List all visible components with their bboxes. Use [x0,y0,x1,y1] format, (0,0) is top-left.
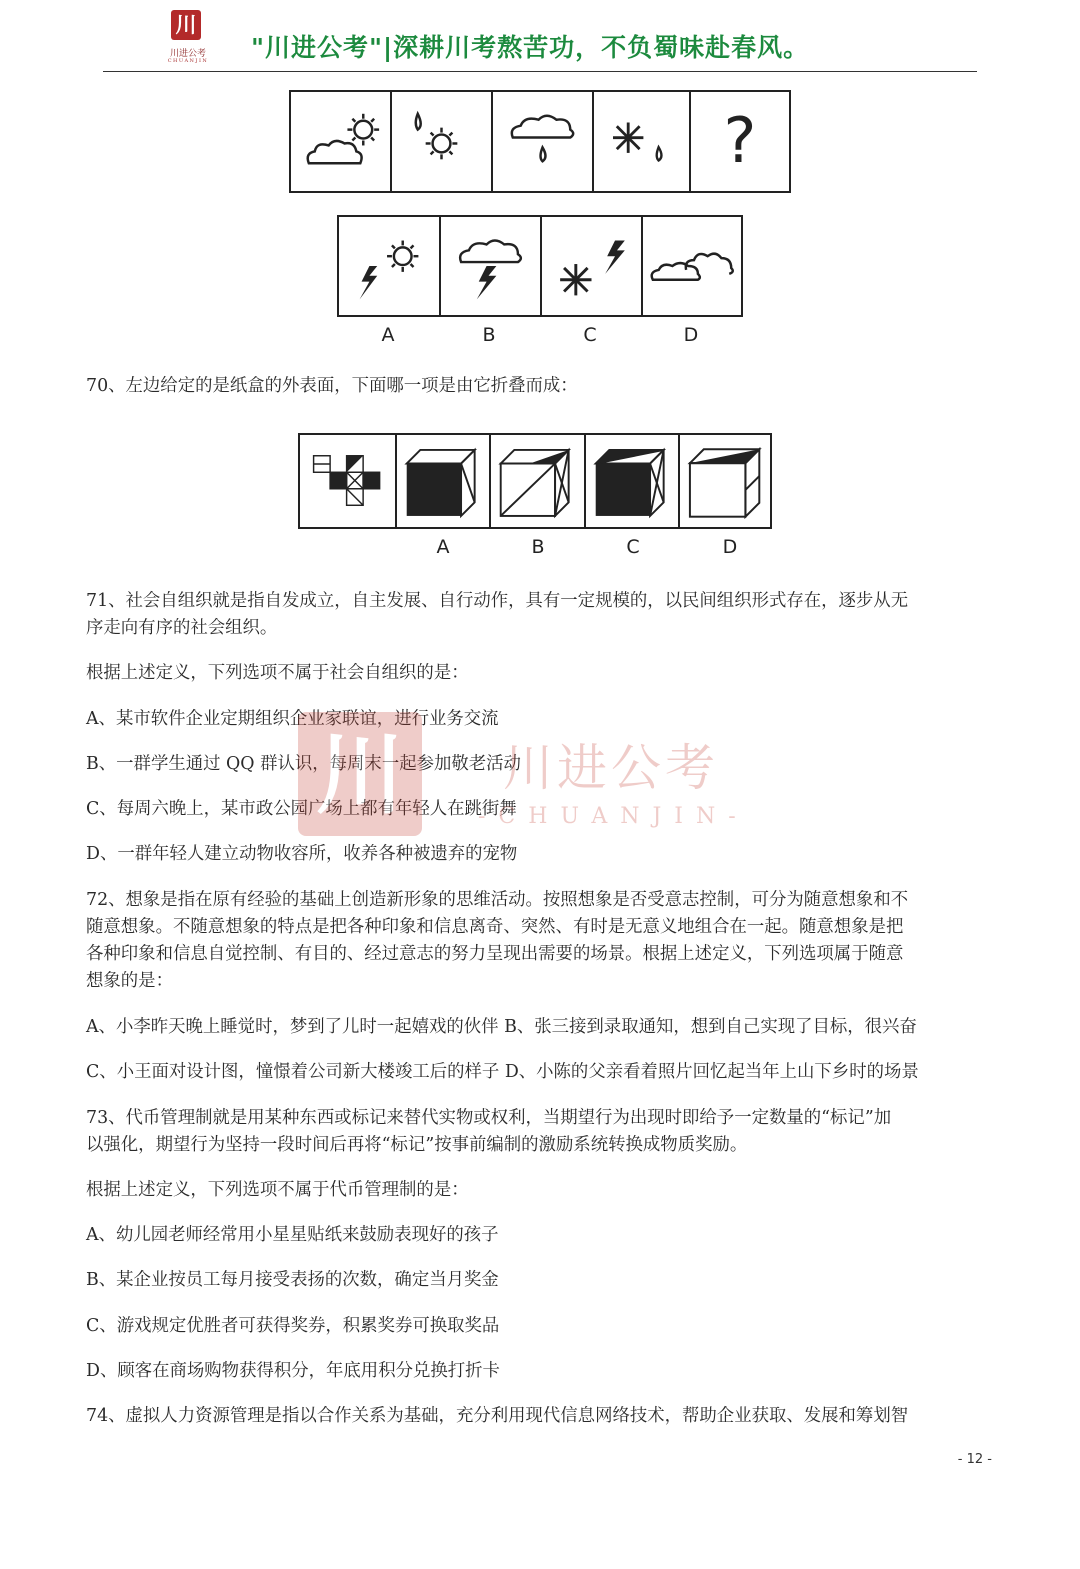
q70-option-d-label: D [722,536,738,558]
q73-option-b: B、某企业按员工每月接受表扬的次数，确定当月奖金 [86,1270,499,1290]
q71-prompt: 根据上述定义，下列选项不属于社会自组织的是： [86,663,469,683]
logo-mark: 川 [171,10,201,40]
q69-option-c-figure [542,217,643,315]
q69-figure-2 [392,92,493,191]
q69-option-a-figure [339,217,441,315]
q70-option-a-label: A [436,536,450,558]
q73-text-line-2: 以强化，期望行为坚持一段时间后再将“标记”按事前编制的激励系统转换成物质奖励。 [86,1135,748,1155]
q70-option-b-label: B [531,536,545,558]
logo-name: 川进公考 [169,49,206,59]
q71-text-line-1: 71、社会自组织就是指自发成立，自主发展、自行动作，具有一定规模的，以民间组织形式存在，逐步从无 [86,591,909,611]
q70-option-c-figure [586,435,680,527]
q72-text-line-1: 72、想象是指在原有经验的基础上创造新形象的思维活动。按照想象是否受意志控制，可分为随意想象和不 [86,890,909,910]
header-slogan: "川进公考"|深耕川考熬苦功，不负蜀味赴春风。 [251,33,810,62]
q71-text-line-2: 序走向有序的社会组织。 [86,618,278,638]
page-header [103,6,977,72]
q72-text-line-4: 想象的是： [86,971,173,991]
q73-option-d: D、顾客在商场购物获得积分，年底用积分兑换打折卡 [86,1361,500,1381]
q69-option-b-label: B [482,324,496,346]
q69-figure-4 [594,92,691,191]
q73-option-a: A、幼儿园老师经常用小星星贴纸来鼓励表现好的孩子 [86,1225,499,1245]
watermark-logo-mark: 川 [298,712,422,836]
q72-options-ab: A、小李昨天晚上睡觉时，梦到了儿时一起嬉戏的伙伴 B、张三接到录取通知，想到自己实现了目标，很兴奋 [86,1017,917,1037]
q69-question-figures [289,90,791,193]
brand-logo [161,8,215,66]
q70-question-text: 70、左边给定的是纸盒的外表面，下面哪一项是由它折叠而成： [86,376,578,396]
q73-text-line-1: 73、代币管理制就是用某种东西或标记来替代实物或权利，当期望行为出现时即给予一定数量的“标记”加 [86,1108,892,1128]
q72-text-line-3: 各种印象和信息自觉控制、有目的、经过意志的努力呈现出需要的场景。根据上述定义，下列选项属于随意 [86,944,904,964]
q69-figure-1 [291,92,392,191]
q69-question-figure [691,92,789,191]
q73-option-c: C、游戏规定优胜者可获得奖券，积累奖券可换取奖品 [86,1316,500,1336]
q70-option-a-figure [397,435,491,527]
q71-option-d: D、一群年轻人建立动物收容所，收养各种被遗弃的宠物 [86,844,518,864]
q70-option-d-figure [680,435,770,527]
q70-net-figure [300,435,397,527]
q72-text-line-2: 随意想象。不随意想象的特点是把各种印象和信息离奇、突然、有时是无意义地组合在一起。随意想象是把 [86,917,904,937]
q69-option-figures [337,215,743,317]
q73-prompt: 根据上述定义，下列选项不属于代币管理制的是： [86,1180,469,1200]
q70-figures [298,433,772,529]
q74-text-line-1: 74、虚拟人力资源管理是指以合作关系为基础，充分利用现代信息网络技术，帮助企业获取、发展和筹划智 [86,1406,909,1426]
q69-option-b-figure [441,217,542,315]
q71-option-a: A、某市软件企业定期组织企业家联谊，进行业务交流 [86,709,499,729]
q69-figure-3 [493,92,594,191]
page-number: - 12 - [957,1452,992,1467]
q69-option-d-label: D [683,324,699,346]
q71-option-c: C、每周六晚上，某市政公园广场上都有年轻人在跳街舞 [86,799,517,819]
q71-option-b: B、一群学生通过 QQ 群认识，每周末一起参加敬老活动 [86,754,521,774]
question-mark: ? [723,104,757,177]
q72-options-cd: C、小王面对设计图，憧憬着公司新大楼竣工后的样子 D、小陈的父亲看着照片回忆起当年上山下乡时的场景 [86,1062,919,1082]
q70-option-c-label: C [626,536,640,558]
watermark-text: 川进公考 [503,739,719,797]
logo-subtitle: CHUANJIN [167,58,209,64]
q70-option-b-figure [491,435,585,527]
q69-option-d-figure [643,217,741,315]
q69-option-c-label: C [583,324,597,346]
q69-option-a-label: A [381,324,395,346]
watermark-subtext: -CHUANJIN- [478,804,749,829]
